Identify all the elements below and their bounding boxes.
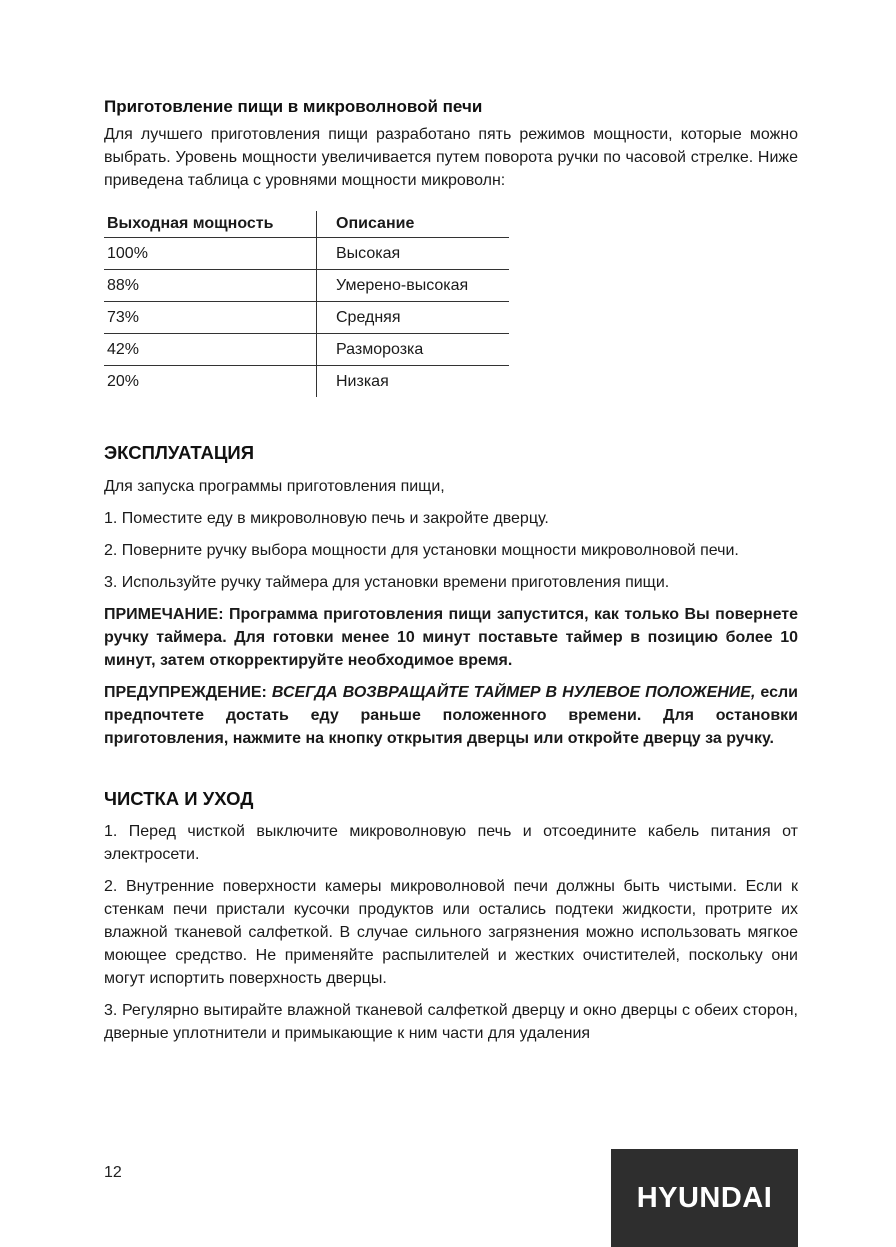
table-row bbox=[104, 334, 509, 366]
brand-logo-text: HYUNDAI bbox=[636, 1181, 773, 1214]
operation-note: ПРИМЕЧАНИЕ: Программа приготовления пищи запустится, как только Вы повернете ручку таймера. Для готовки менее 10 минут поставьте таймер в позицию более 10 минут, затем откорректируйте необходимое время. bbox=[104, 606, 798, 669]
operation-heading: ЭКСПЛУАТАЦИЯ bbox=[104, 442, 255, 463]
cleaning-item-2: 2. Внутренние поверхности камеры микроволновой печи должны быть чистыми. Если к стенкам печи пристали кусочки продуктов или остались подтеки жидкости, протрите их влажной тканевой салфеткой. В случае сильного загрязнения можно использовать мягкое моющее средство. Не применяйте распылителей и жестких очистителей, поскольку они могут испортить поверхность дверцы. bbox=[104, 878, 798, 987]
power-table bbox=[104, 211, 509, 397]
power-value: 20% bbox=[104, 366, 317, 398]
operation-step-3: 3. Используйте ручку таймера для установки времени приготовления пищи. bbox=[104, 574, 670, 591]
cooking-heading: Приготовление пищи в микроволновой печи bbox=[104, 97, 483, 116]
power-description: Средняя bbox=[317, 302, 510, 334]
power-value: 42% bbox=[104, 334, 317, 366]
power-table-header bbox=[104, 211, 509, 238]
header-output-power: Выходная мощность bbox=[104, 211, 317, 238]
power-value: 100% bbox=[104, 238, 317, 270]
table-row bbox=[104, 302, 509, 334]
power-value: 88% bbox=[104, 270, 317, 302]
warning-label: ПРЕДУПРЕЖДЕНИЕ: bbox=[104, 684, 267, 701]
operation-step-2: 2. Поверните ручку выбора мощности для установки мощности микроволновой печи. bbox=[104, 542, 739, 559]
power-description: Низкая bbox=[317, 366, 510, 398]
power-value: 73% bbox=[104, 302, 317, 334]
power-description: Умерено-высокая bbox=[317, 270, 510, 302]
cleaning-item-1: 1. Перед чисткой выключите микроволновую печь и отсоедините кабель питания от электросети. bbox=[104, 823, 798, 863]
header-description: Описание bbox=[317, 211, 510, 238]
brand-logo bbox=[611, 1149, 798, 1247]
cooking-intro: Для лучшего приготовления пищи разработано пять режимов мощности, которые можно выбрать. Уровень мощности увеличивается путем поворота ручки по часовой стрелке. Ниже приведена таблица с уровнями мощности микроволн: bbox=[104, 126, 798, 189]
page-number: 12 bbox=[104, 1164, 122, 1181]
cleaning-heading: ЧИСТКА И УХОД bbox=[104, 788, 254, 809]
table-row bbox=[104, 366, 509, 398]
operation-warning bbox=[104, 681, 798, 750]
warning-text: если предпочтете достать еду раньше положенного времени. Для остановки приготовления, нажмите на кнопку открытия дверцы или откройте дверцу за ручку. bbox=[104, 684, 798, 747]
table-row bbox=[104, 270, 509, 302]
page-content bbox=[104, 96, 798, 1045]
cleaning-item-3: 3. Регулярно вытирайте влажной тканевой салфеткой дверцу и окно дверцы с обеих сторон, дверные уплотнители и примыкающие к ним части для удаления bbox=[104, 1002, 798, 1042]
operation-intro: Для запуска программы приготовления пищи, bbox=[104, 478, 445, 495]
table-row bbox=[104, 238, 509, 270]
power-description: Разморозка bbox=[317, 334, 510, 366]
operation-step-1: 1. Поместите еду в микроволновую печь и закройте дверцу. bbox=[104, 510, 549, 527]
warning-emphasis: ВСЕГДА ВОЗВРАЩАЙТЕ ТАЙМЕР В НУЛЕВОЕ ПОЛОЖЕНИЕ, bbox=[271, 684, 756, 701]
power-description: Высокая bbox=[336, 244, 401, 262]
